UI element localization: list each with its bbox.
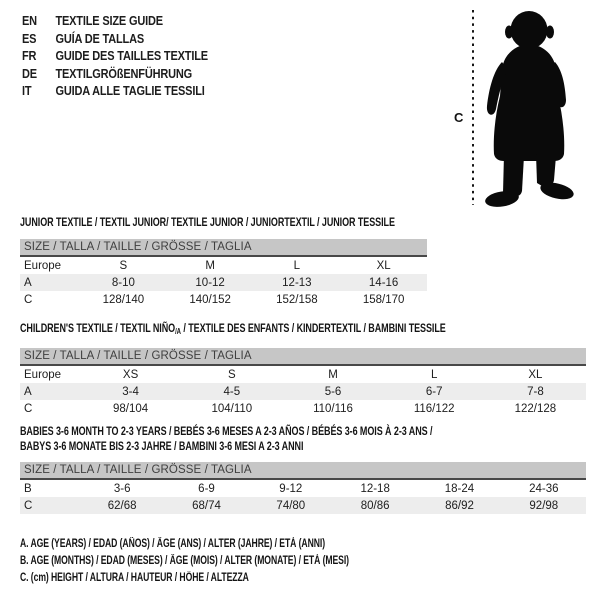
size-header-text: SIZE / TALLA / TAILLE / GRÖSSE / TAGLIA — [24, 241, 252, 253]
guide-title-text: GUÍA DE TALLAS — [55, 31, 145, 46]
babies-textile-table — [20, 462, 586, 514]
row-label: A — [24, 385, 32, 398]
measure-legend — [20, 536, 459, 586]
baby-figure-svg — [452, 4, 600, 210]
size-cell: 7-8 — [527, 385, 544, 398]
row-label: Europe — [24, 368, 62, 381]
size-cell: 8-10 — [111, 276, 135, 289]
size-cell: L — [431, 368, 438, 381]
language-code: EN — [22, 14, 37, 28]
language-row-es — [22, 31, 208, 49]
size-cell: 128/140 — [102, 293, 145, 306]
row-label: A — [24, 276, 32, 289]
title-text: JUNIOR TEXTILE / TEXTIL JUNIOR/ TEXTILE JUNIOR / JUNIORTEXTIL / JUNIOR TESSILE — [20, 215, 395, 229]
legend-line: B. AGE (MONTHS) / EDAD (MESES) / ÂGE (MOIS) / ALTER (MONATE) / ETÀ (MESI) — [20, 554, 349, 567]
row-label: C — [24, 402, 33, 415]
childrens-textile-table — [20, 348, 586, 417]
size-cell: 92/98 — [529, 499, 559, 512]
guide-title-text: GUIDE DES TAILLES TEXTILE — [55, 49, 208, 64]
size-cell: XL — [528, 368, 543, 381]
baby-silhouette — [484, 11, 575, 209]
title-text: BABYS 3-6 MONATE BIS 2-3 JAHRE / BAMBINI 3-6 MESI A 2-3 ANNI — [20, 439, 304, 453]
guide-title-text: GUIDA ALLE TAGLIE TESSILI — [55, 84, 205, 99]
size-cell: 4-5 — [223, 385, 241, 398]
junior-textile-table — [20, 239, 427, 308]
size-cell: M — [205, 259, 215, 272]
size-cell: 14-16 — [368, 276, 399, 289]
babies-textile-section — [20, 424, 586, 514]
language-title-list — [22, 13, 233, 101]
size-header-bar — [20, 348, 586, 366]
table-row-europe — [20, 366, 586, 383]
row-label: B — [24, 482, 32, 495]
childrens-textile-section — [20, 321, 588, 417]
row-label: C — [24, 499, 33, 512]
size-cell: 104/110 — [211, 402, 253, 415]
title-text: CHILDREN'S TEXTILE / TEXTIL NIÑO — [20, 321, 176, 335]
row-label: Europe — [24, 259, 62, 272]
legend-line: A. AGE (YEARS) / EDAD (AÑOS) / ÂGE (ANS) / ALTER (JAHRE) / ETÀ (ANNI) — [20, 538, 326, 550]
size-cell: 98/104 — [113, 402, 149, 415]
size-cell: L — [293, 259, 301, 272]
size-header-text: SIZE / TALLA / TAILLE / GRÖSSE / TAGLIA — [24, 464, 252, 476]
section-title-line — [20, 439, 303, 454]
size-cell: 110/116 — [313, 402, 353, 415]
size-cell: 86/92 — [445, 499, 474, 512]
size-cell: 6-7 — [425, 385, 443, 398]
language-code: FR — [22, 49, 37, 64]
title-text: / TEXTILE DES ENFANTS / KINDERTEXTIL / BAMBINI TESSILE — [180, 321, 446, 335]
table-row-b — [20, 480, 586, 497]
table-row-a — [20, 274, 427, 291]
size-header-text: SIZE / TALLA / TAILLE / GRÖSSE / TAGLIA — [24, 350, 252, 362]
childrens-textile-title — [20, 321, 588, 339]
size-cell: 122/128 — [514, 402, 557, 415]
table-row-europe — [20, 257, 427, 274]
language-code: ES — [22, 31, 37, 46]
guide-title-text: TEXTILE SIZE GUIDE — [55, 14, 163, 28]
size-cell: 9-12 — [279, 482, 303, 495]
guide-title-text: TEXTILGRÖßENFÜHRUNG — [55, 66, 193, 81]
size-header-bar — [20, 239, 427, 257]
language-row-fr — [22, 48, 208, 66]
size-cell: 152/158 — [276, 293, 318, 306]
size-cell: 3-6 — [113, 482, 131, 495]
size-cell: 5-6 — [324, 385, 342, 398]
size-cell: 80/86 — [360, 499, 390, 512]
size-cell: S — [119, 259, 128, 272]
size-cell: 3-4 — [122, 385, 139, 398]
size-cell: 12-18 — [360, 482, 390, 495]
size-cell: 6-9 — [198, 482, 215, 495]
title-subscript: /A — [175, 327, 181, 336]
size-cell: M — [328, 368, 338, 381]
section-title-line — [20, 215, 395, 230]
table-rows — [20, 480, 586, 514]
title-text: BABIES 3-6 MONTH TO 2-3 YEARS / BEBÉS 3-6 MESES A 2-3 AÑOS / BÉBÉS 3-6 MOIS À 2-3 ANS / — [20, 424, 433, 438]
size-cell: 158/170 — [362, 293, 405, 306]
legend-line: C. (cm) HEIGHT / ALTURA / HAUTEUR / HÖHE / ALTEZZA — [20, 571, 249, 584]
table-row-c — [20, 400, 586, 417]
babies-textile-title — [20, 424, 586, 454]
baby-silhouette-figure — [452, 4, 600, 210]
size-cell: 10-12 — [195, 276, 225, 289]
language-code: DE — [22, 66, 37, 81]
table-row-c — [20, 497, 586, 514]
size-cell: S — [227, 368, 236, 381]
size-cell: 68/74 — [192, 499, 221, 512]
size-cell: 74/80 — [276, 499, 306, 512]
size-cell: 62/68 — [107, 499, 137, 512]
junior-textile-title — [20, 215, 520, 230]
height-measure-label: C — [454, 110, 464, 125]
language-row-it — [22, 83, 208, 101]
size-header-bar — [20, 462, 586, 480]
section-title-line — [20, 424, 432, 439]
table-rows — [20, 257, 427, 308]
table-row-c — [20, 291, 427, 308]
language-code: IT — [22, 84, 32, 99]
size-cell: 24-36 — [529, 482, 559, 495]
table-rows — [20, 366, 586, 417]
size-cell: XL — [376, 259, 391, 272]
row-label: C — [24, 293, 33, 306]
size-cell: 140/152 — [189, 293, 231, 306]
size-cell: XS — [122, 368, 139, 381]
junior-textile-section — [20, 215, 520, 308]
size-cell: 18-24 — [444, 482, 475, 495]
language-row-en — [22, 13, 208, 31]
size-cell: 116/122 — [413, 402, 455, 415]
table-row-a — [20, 383, 586, 400]
section-title-line — [20, 321, 446, 339]
language-row-de — [22, 66, 208, 84]
size-cell: 12-13 — [282, 276, 312, 289]
